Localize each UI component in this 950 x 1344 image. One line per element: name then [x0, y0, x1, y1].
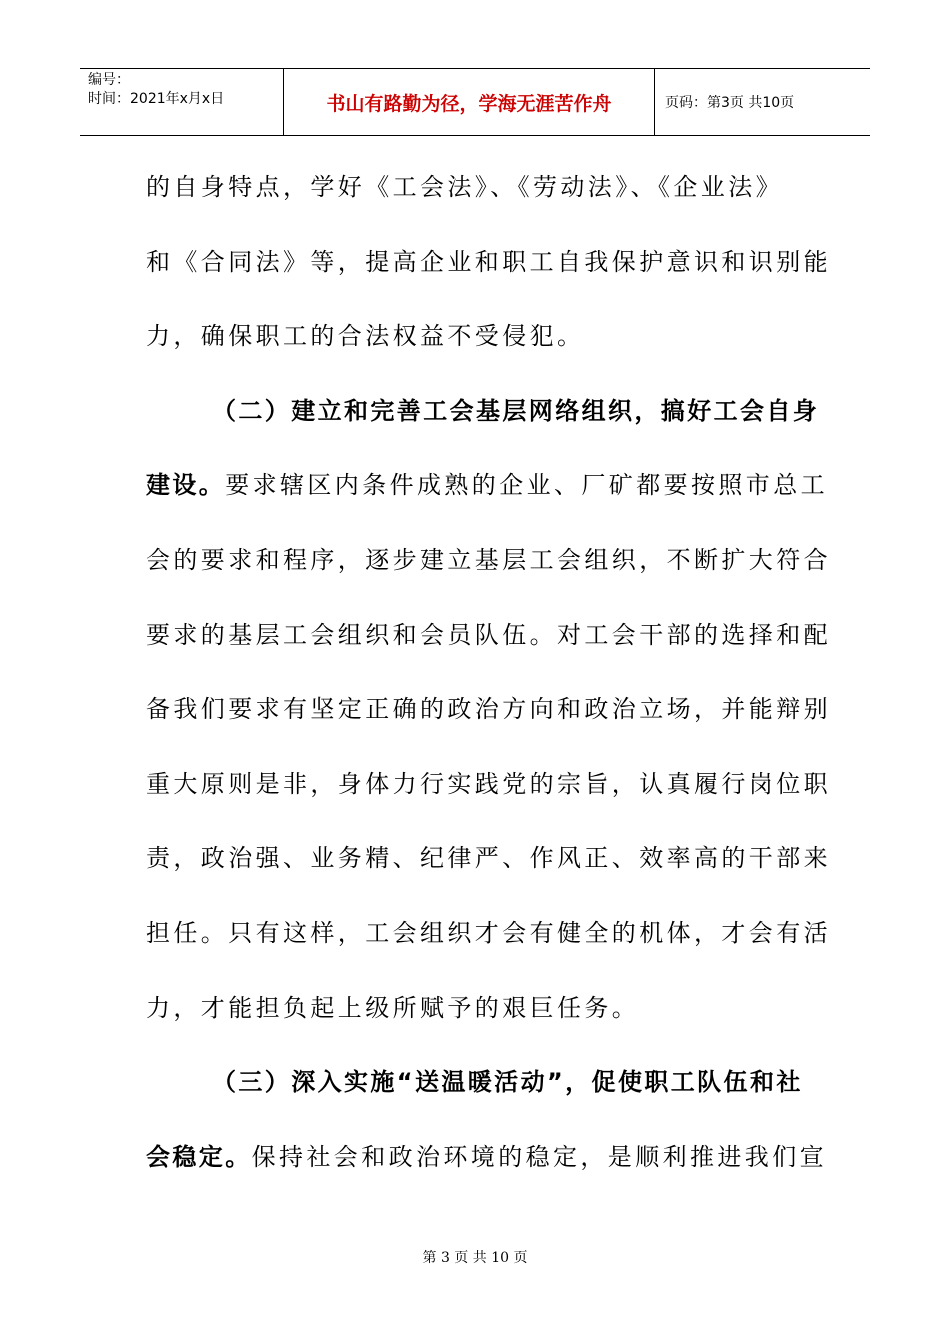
- body-text: 备我们要求有坚定正确的政治方向和政治立场，并能辩别: [146, 695, 831, 724]
- section-heading: （三）深入实施“送温暖活动”，促使职工队伍和社: [212, 1068, 803, 1097]
- body-text: 力，才能担负起上级所赋予的艰巨任务。: [146, 993, 640, 1022]
- header-page-info: 页码：第3页 共10页: [665, 95, 795, 111]
- section-heading: 会稳定。: [146, 1142, 252, 1171]
- body-line: [146, 235, 831, 310]
- page-footer: 第 3 页 共 10 页: [422, 1250, 528, 1266]
- page-header: [80, 68, 870, 136]
- body-line: [146, 831, 831, 906]
- body-line: [146, 1130, 828, 1205]
- body-line: [146, 682, 831, 757]
- body-text: 担任。只有这样，工会组织才会有健全的机体，才会有活: [146, 918, 831, 947]
- body-text: 保持社会和政治环境的稳定，是顺利推进我们宣: [251, 1142, 828, 1171]
- body-line: [146, 906, 831, 981]
- header-meta: [80, 69, 283, 135]
- body-text: 的自身特点，学好《工会法》、《劳动法》、《企业法》: [146, 173, 783, 201]
- body-line: [146, 1055, 812, 1130]
- document-time-label: 时间：2021年x月x日: [88, 91, 225, 107]
- document-number-label: 编号：: [88, 72, 130, 88]
- body-text: 力，确保职工的合法权益不受侵犯。: [146, 322, 585, 351]
- body-text: 会的要求和程序，逐步建立基层工会组织，不断扩大符合: [146, 545, 831, 574]
- body-text: 要求辖区内条件成熟的企业、厂矿都要按照市总工: [225, 471, 829, 500]
- body-line: [146, 458, 829, 533]
- body-line: [146, 608, 831, 683]
- body-line: [146, 160, 812, 235]
- body-line: [146, 981, 812, 1056]
- document-body: [146, 160, 831, 1204]
- body-text: 要求的基层工会组织和会员队伍。对工会干部的选择和配: [146, 620, 831, 649]
- body-text: 责，政治强、业务精、纪律严、作风正、效率高的干部来: [146, 844, 831, 873]
- body-line: [146, 533, 831, 608]
- header-motto: 书山有路勤为径，学海无涯苦作舟: [283, 69, 655, 135]
- section-heading: 建设。: [146, 471, 226, 500]
- body-text: 和《合同法》等，提高企业和职工自我保护意识和识别能: [146, 247, 831, 276]
- body-line: [146, 309, 812, 384]
- body-text: 重大原则是非，身体力行实践党的宗旨，认真履行岗位职: [146, 769, 831, 798]
- section-heading: （二）建立和完善工会基层网络组织，搞好工会自身: [212, 396, 820, 425]
- body-line: [146, 757, 831, 832]
- body-line: [146, 384, 820, 459]
